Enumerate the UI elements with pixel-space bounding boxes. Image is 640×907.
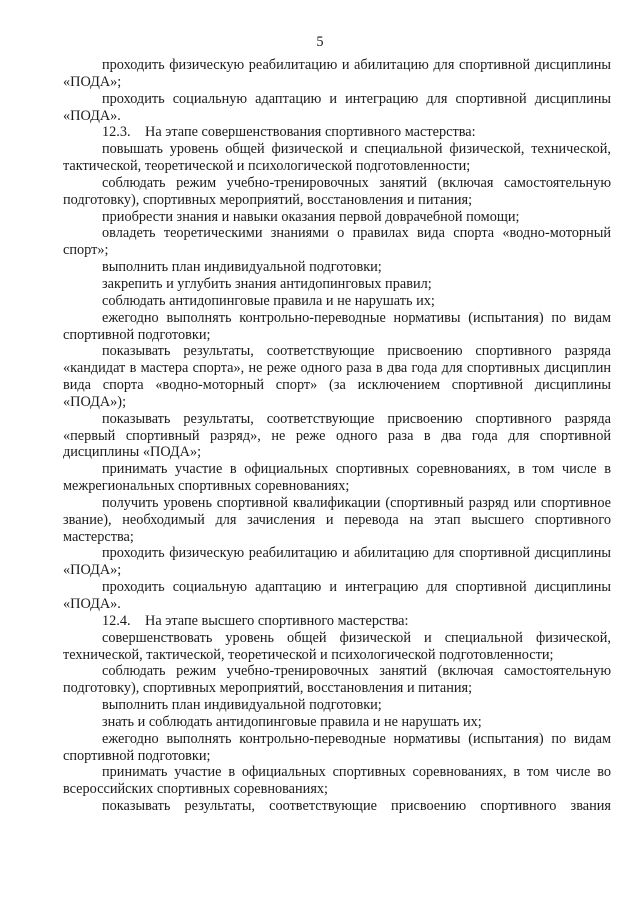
paragraph: проходить физическую реабилитацию и абилитацию для спортивной дисциплины «ПОДА»; <box>63 57 611 90</box>
paragraph: знать и соблюдать антидопинговые правила и не нарушать их; <box>102 713 482 730</box>
paragraph: закрепить и углубить знания антидопинговых правил; <box>102 275 432 292</box>
paragraph: получить уровень спортивной квалификации (спортивный разряд или спортивное звание), необходимый для зачисления и перевода на этап высшего спортивного мастерства; <box>63 494 611 545</box>
paragraph: приобрести знания и навыки оказания первой доврачебной помощи; <box>102 208 520 225</box>
paragraph: проходить социальную адаптацию и интеграцию для спортивной дисциплины «ПОДА». <box>63 579 611 612</box>
section-number: 12.3. <box>102 124 131 141</box>
section-heading-text: На этапе совершенствования спортивного мастерства: <box>145 124 476 141</box>
paragraph: ежегодно выполнять контрольно-переводные нормативы (испытания) по видам спортивной подготовки; <box>63 309 611 343</box>
paragraph: выполнить план индивидуальной подготовки; <box>102 697 382 714</box>
paragraph: проходить физическую реабилитацию и абилитацию для спортивной дисциплины «ПОДА»; <box>63 545 611 579</box>
document-body <box>63 57 611 815</box>
paragraph: соблюдать режим учебно-тренировочных занятий (включая самостоятельную подготовку), спортивных мероприятий, восстановления и питания; <box>63 174 611 208</box>
paragraph: совершенствовать уровень общей физической и специальной физической, технической, тактической, теоретической и психологической подготовленности; <box>63 629 611 663</box>
paragraph: проходить социальную адаптацию и интеграцию для спортивной дисциплины «ПОДА». <box>63 90 611 124</box>
paragraph: выполнить план индивидуальной подготовки; <box>102 259 382 276</box>
paragraph: соблюдать антидопинговые правила и не нарушать их; <box>102 292 435 309</box>
section-heading-text: На этапе высшего спортивного мастерства: <box>145 612 409 629</box>
paragraph: показывать результаты, соответствующие присвоению спортивного разряда «первый спортивный разряд», не реже одного раза в два года для спортивной дисциплины «ПОДА»; <box>63 410 611 461</box>
page-number: 5 <box>316 34 324 50</box>
paragraph: соблюдать режим учебно-тренировочных занятий (включая самостоятельную подготовку), спортивных мероприятий, восстановления и питания; <box>63 663 611 697</box>
section-heading <box>63 124 611 141</box>
paragraph: ежегодно выполнять контрольно-переводные нормативы (испытания) по видам спортивной подготовки; <box>63 730 611 764</box>
paragraph: показывать результаты, соответствующие присвоению спортивного звания <box>102 798 611 815</box>
paragraph: показывать результаты, соответствующие присвоению спортивного разряда «кандидат в мастера спорта», не реже одного раза в два года для спортивных дисциплин вида спорта «водно-моторный спорт» (за исключением спортивной дисциплины «ПОДА»); <box>63 343 611 410</box>
section-heading <box>63 613 611 630</box>
section-number: 12.4. <box>102 612 131 629</box>
paragraph: повышать уровень общей физической и специальной физической, технической, тактической, теоретической и психологической подготовленности; <box>63 141 611 175</box>
paragraph: овладеть теоретическими знаниями о правилах вида спорта «водно-моторный спорт»; <box>63 225 611 259</box>
paragraph: принимать участие в официальных спортивных соревнованиях, в том числе в межрегиональных спортивных соревнованиях; <box>63 461 611 495</box>
paragraph: принимать участие в официальных спортивных соревнованиях, в том числе во всероссийских спортивных соревнованиях; <box>63 764 611 798</box>
